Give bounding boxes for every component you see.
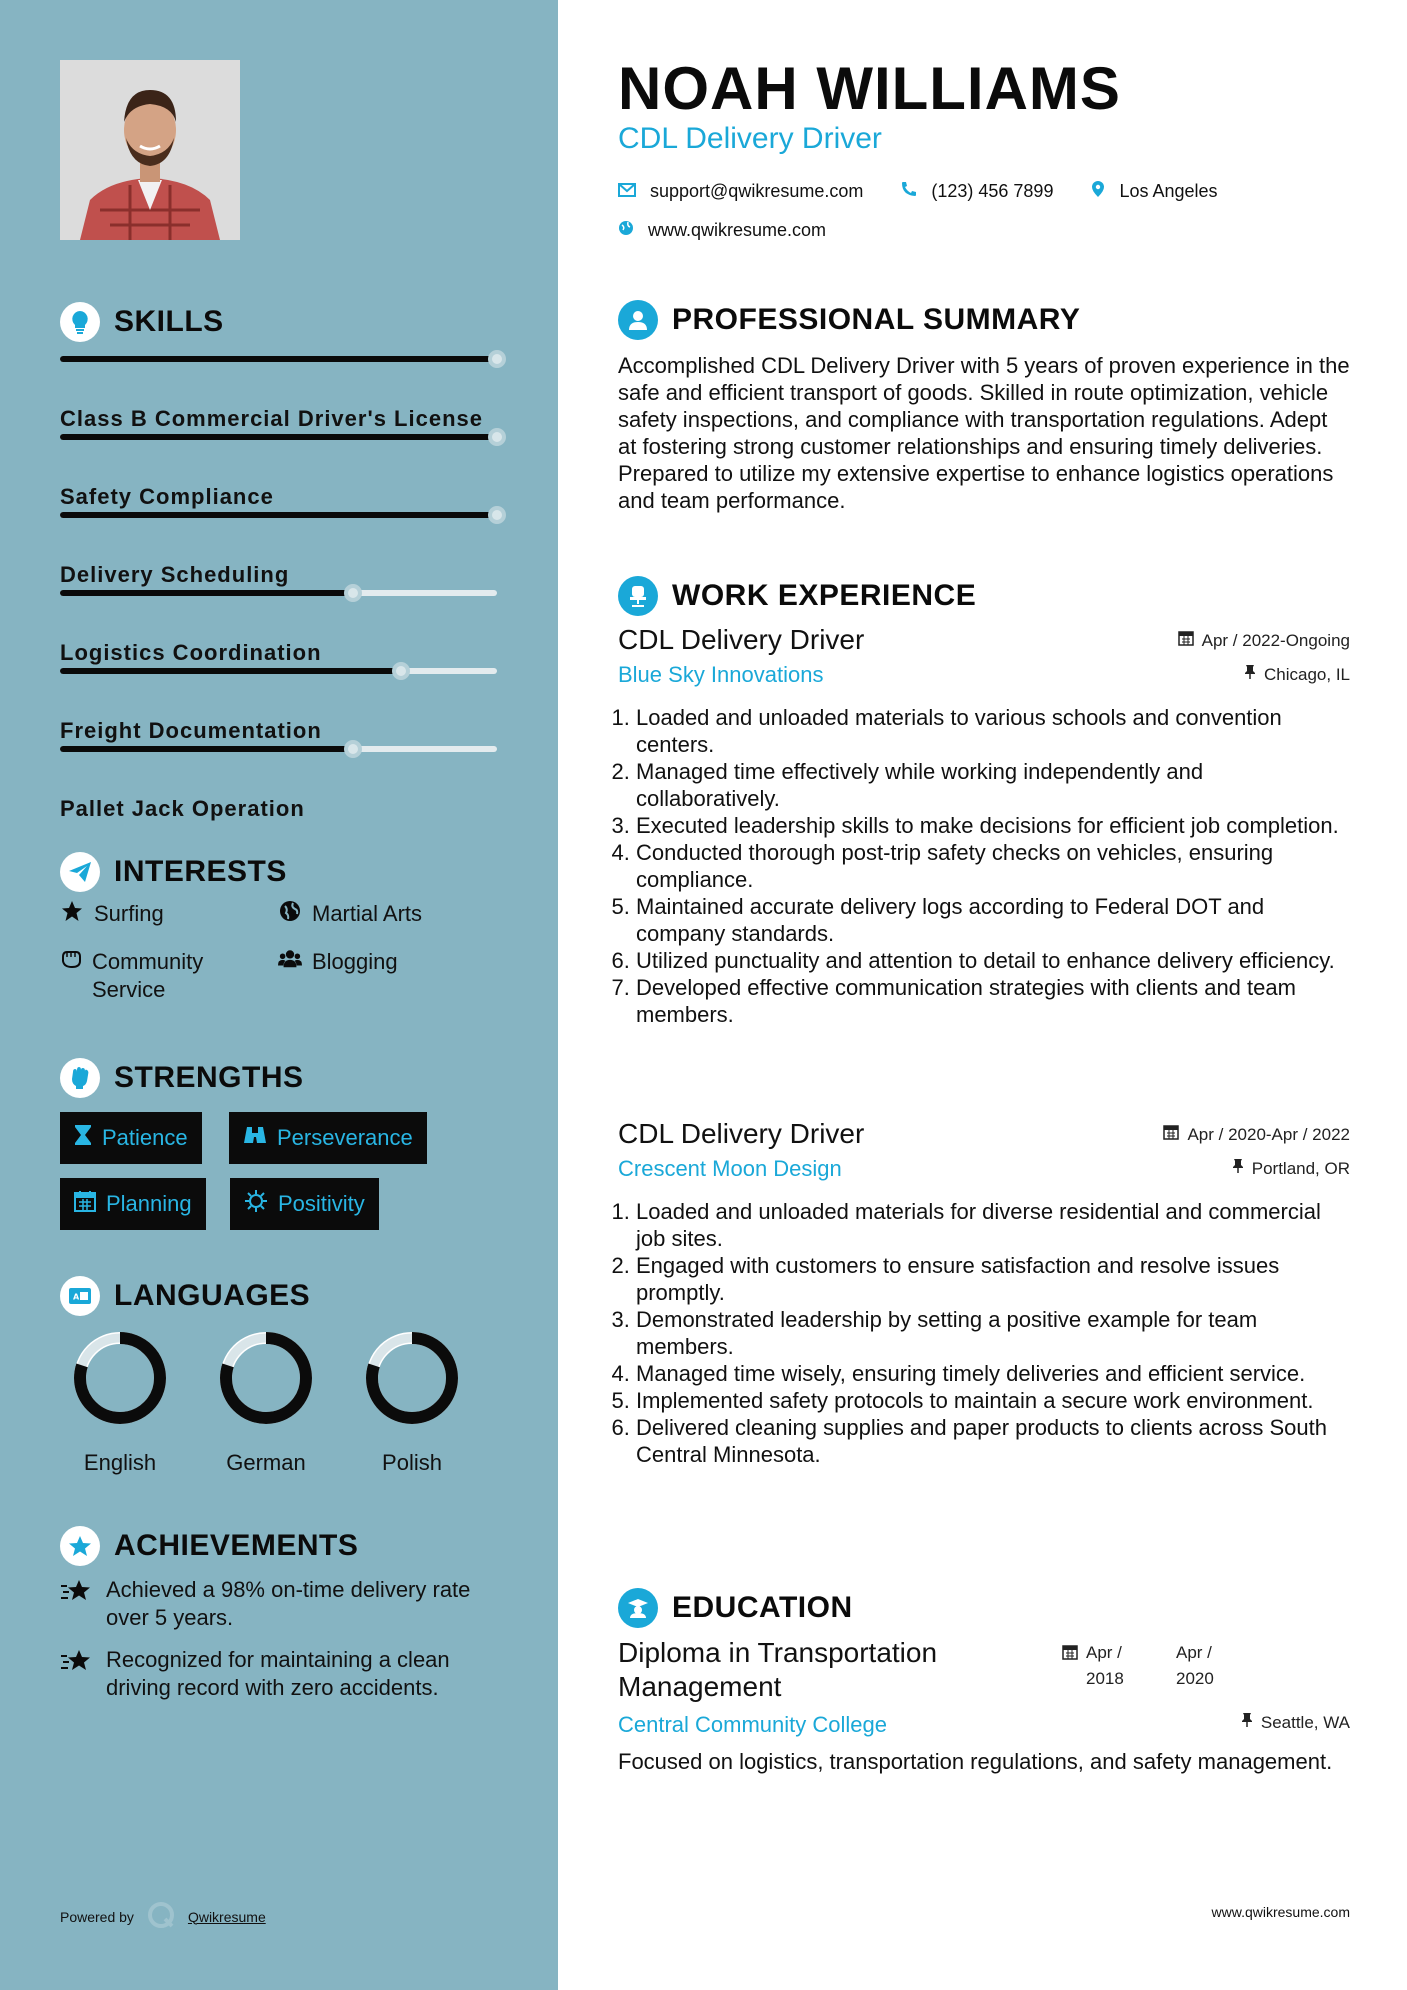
list-item: 7. Developed effective communication strategies with clients and team members. (636, 974, 1350, 1028)
location-contact (1091, 180, 1217, 203)
education-heading (618, 1588, 853, 1628)
pushpin-icon (1244, 664, 1256, 685)
education-location (1241, 1712, 1350, 1733)
skill-bar-knob (488, 506, 506, 524)
interests-heading (60, 852, 287, 892)
achievement-text: Achieved a 98% on-time delivery rate over 5 years. (106, 1577, 471, 1630)
education-end (1176, 1640, 1226, 1692)
skill-bar (60, 434, 497, 440)
job-entry (618, 624, 1350, 1027)
strength-label: Planning (106, 1191, 192, 1216)
qwikresume-logo-icon (146, 1900, 176, 1933)
summary-heading (618, 300, 1080, 340)
summary-title: PROFESSIONAL SUMMARY (672, 303, 1081, 336)
language-ring (364, 1330, 460, 1426)
language-name: German (226, 1450, 306, 1475)
language-ring (218, 1330, 314, 1426)
list-item: 5. Maintained accurate delivery logs according to Federal DOT and company standards. (636, 893, 1350, 947)
language-item (60, 1330, 180, 1476)
calendar-icon (74, 1190, 96, 1218)
achievements-title: ACHIEVEMENTS (114, 1529, 359, 1562)
candidate-name: NOAH WILLIAMS (618, 55, 1121, 122)
education-location-text: Seattle, WA (1260, 1712, 1350, 1732)
skill-name: Logistics Coordination (60, 640, 322, 665)
strength-tag (60, 1112, 202, 1164)
skill-bar-fill (60, 434, 497, 440)
skill-item (60, 740, 497, 821)
powered-by (60, 1900, 266, 1933)
phone-text[interactable]: (123) 456 7899 (931, 181, 1054, 201)
job-location-text: Portland, OR (1251, 1158, 1350, 1178)
job-title: CDL Delivery Driver (618, 1118, 865, 1149)
achievements-heading (60, 1526, 358, 1566)
job-responsibilities (618, 1198, 1350, 1468)
achievement-item (60, 1646, 480, 1702)
skill-item (60, 506, 497, 587)
list-item: 2. Managed time effectively while working independently and collaboratively. (636, 758, 1350, 812)
language-name: Polish (382, 1450, 442, 1475)
skill-bar-knob (344, 740, 362, 758)
strength-tag (230, 1178, 379, 1230)
language-ring (72, 1330, 168, 1426)
sun-icon (244, 1189, 268, 1219)
contact-row (618, 180, 1242, 203)
language-item (206, 1330, 326, 1476)
map-pin-icon (1091, 180, 1105, 203)
hand-icon (60, 948, 82, 1004)
footer-url[interactable]: www.qwikresume.com (1211, 1904, 1350, 1920)
skill-bar-fill (60, 590, 353, 596)
achievement-text: Recognized for maintaining a clean driving record with zero accidents. (106, 1647, 450, 1700)
graduate-icon (618, 1588, 658, 1628)
powered-by-label: Powered by (60, 1908, 134, 1925)
office-chair-icon (618, 576, 658, 616)
skill-bar (60, 512, 497, 518)
skill-item (60, 662, 497, 743)
candidate-title: CDL Delivery Driver (618, 122, 882, 155)
pushpin-icon (1232, 1158, 1244, 1179)
sidebar (0, 0, 558, 1990)
job-date (1178, 630, 1350, 651)
job-entry (618, 1118, 1350, 1467)
person-avatar-icon (60, 60, 240, 240)
website-contact (618, 220, 826, 241)
fist-icon (60, 1058, 100, 1098)
skill-bar (60, 668, 497, 674)
calendar-icon (1062, 1640, 1078, 1665)
education-start (1062, 1640, 1136, 1692)
interest-label: Martial Arts (312, 901, 423, 926)
education-entry (618, 1636, 1350, 1774)
list-item: 4. Managed time wisely, ensuring timely deliveries and efficient service. (636, 1360, 1350, 1387)
skill-bar (60, 356, 497, 362)
strengths-heading (60, 1058, 304, 1098)
degree-name: Diploma in Transportation Management (618, 1637, 938, 1702)
interest-item (278, 948, 398, 976)
user-icon (618, 300, 658, 340)
list-item: 3. Executed leadership skills to make decisions for efficient job completion. (636, 812, 1350, 839)
envelope-icon (618, 181, 636, 202)
phone-icon (901, 181, 917, 202)
job-location (1232, 1158, 1350, 1179)
interest-label: Surfing (94, 901, 164, 926)
strength-tag (229, 1112, 427, 1164)
list-item: 1. Loaded and unloaded materials to various schools and convention centers. (636, 704, 1350, 758)
skill-name: Pallet Jack Operation (60, 796, 305, 821)
list-item: 2. Engaged with customers to ensure satisfaction and resolve issues promptly. (636, 1252, 1350, 1306)
skill-bar-knob (344, 584, 362, 602)
shooting-star-icon (60, 1646, 92, 1702)
paper-plane-icon (60, 852, 100, 892)
star-icon (60, 900, 84, 928)
strengths-title: STRENGTHS (114, 1061, 304, 1094)
skill-bar-knob (392, 662, 410, 680)
education-start-text: Apr / 2018 (1086, 1643, 1124, 1688)
languages-title: LANGUAGES (114, 1279, 311, 1312)
skill-bar-knob (488, 350, 506, 368)
education-dates (1062, 1640, 1226, 1692)
skill-item (60, 350, 497, 431)
list-item: 6. Delivered cleaning supplies and paper products to clients across South Central Minnesota. (636, 1414, 1350, 1468)
list-item: 3. Demonstrated leadership by setting a positive example for team members. (636, 1306, 1350, 1360)
skill-bar-fill (60, 356, 497, 362)
experience-heading (618, 576, 976, 616)
achievement-item (60, 1576, 480, 1632)
interest-item (278, 900, 422, 928)
job-date (1163, 1124, 1350, 1145)
interest-label: Blogging (312, 949, 398, 974)
skill-item (60, 584, 497, 665)
hourglass-icon (74, 1124, 92, 1152)
phone-contact (901, 181, 1053, 202)
location-text: Los Angeles (1119, 181, 1218, 201)
interests-title: INTERESTS (114, 855, 287, 888)
education-end-text: Apr / 2020 (1176, 1643, 1214, 1688)
svg-text:A: A (73, 1292, 80, 1302)
skill-name: Class B Commercial Driver's License (60, 406, 483, 431)
interest-label: Community Service (92, 949, 204, 1002)
binoculars-icon (243, 1125, 267, 1151)
list-item: 4. Conducted thorough post-trip safety checks on vehicles, ensuring compliance. (636, 839, 1350, 893)
lightbulb-icon (60, 302, 100, 342)
summary-text: Accomplished CDL Delivery Driver with 5 years of proven experience in the safe and efficient transport of goods. Skilled in route optimization, vehicle safety inspections, and compliance with transportation regulations. Adept at fostering strong customer relationships and ensuring timely deliveries. Prepared to utilize my extensive expertise to enhance logistics operations and team performance. (618, 353, 1350, 513)
language-name: English (83, 1450, 157, 1475)
school-name: Central Community College (618, 1712, 887, 1737)
strength-tag (60, 1178, 206, 1230)
job-location-text: Chicago, IL (1264, 664, 1350, 684)
interest-item (60, 948, 260, 1004)
job-company: Crescent Moon Design (618, 1156, 842, 1181)
job-title: CDL Delivery Driver (618, 624, 865, 655)
languages-heading (60, 1276, 310, 1316)
calendar-icon (1163, 1124, 1179, 1145)
id-card-icon (60, 1276, 100, 1316)
interest-item (60, 900, 164, 928)
job-company: Blue Sky Innovations (618, 662, 824, 687)
strength-label: Perseverance (277, 1125, 413, 1150)
skill-bar (60, 590, 497, 596)
skill-name: Delivery Scheduling (60, 562, 290, 587)
list-item: 6. Utilized punctuality and attention to detail to enhance delivery efficiency. (636, 947, 1350, 974)
job-location (1244, 664, 1350, 685)
website-text[interactable]: www.qwikresume.com (648, 220, 827, 240)
list-item: 1. Loaded and unloaded materials for diverse residential and commercial job sites. (636, 1198, 1350, 1252)
education-title: EDUCATION (672, 1591, 853, 1624)
list-item: 5. Implemented safety protocols to maintain a secure work environment. (636, 1387, 1350, 1414)
star-badge-icon (60, 1526, 100, 1566)
experience-title: WORK EXPERIENCE (672, 579, 977, 612)
skill-bar-knob (488, 428, 506, 446)
job-date-text: Apr / 2020-Apr / 2022 (1187, 1124, 1350, 1144)
email-text[interactable]: support@qwikresume.com (650, 181, 864, 201)
email-contact (618, 181, 863, 202)
globe-icon (278, 900, 302, 928)
job-date-text: Apr / 2022-Ongoing (1201, 630, 1350, 650)
skills-heading (60, 302, 224, 342)
skill-bar (60, 746, 497, 752)
skill-bar-fill (60, 512, 497, 518)
education-description: Focused on logistics, transportation regulations, and safety management. (618, 1749, 1333, 1774)
skill-name: Safety Compliance (60, 484, 274, 509)
shooting-star-icon (60, 1576, 92, 1632)
skill-name: Freight Documentation (60, 718, 322, 743)
skill-item (60, 428, 497, 509)
skill-bar-fill (60, 668, 401, 674)
calendar-icon (1178, 630, 1194, 651)
qwikresume-link[interactable]: Qwikresume (187, 1908, 266, 1925)
strength-label: Patience (102, 1125, 188, 1150)
profile-photo (60, 60, 240, 240)
website-row (618, 220, 850, 241)
skills-title: SKILLS (114, 305, 224, 338)
job-responsibilities (618, 704, 1350, 1028)
skill-bar-fill (60, 746, 353, 752)
globe-icon (618, 220, 634, 241)
pushpin-icon (1241, 1712, 1253, 1733)
users-icon (278, 948, 302, 976)
language-item (352, 1330, 472, 1476)
strength-label: Positivity (278, 1191, 365, 1216)
